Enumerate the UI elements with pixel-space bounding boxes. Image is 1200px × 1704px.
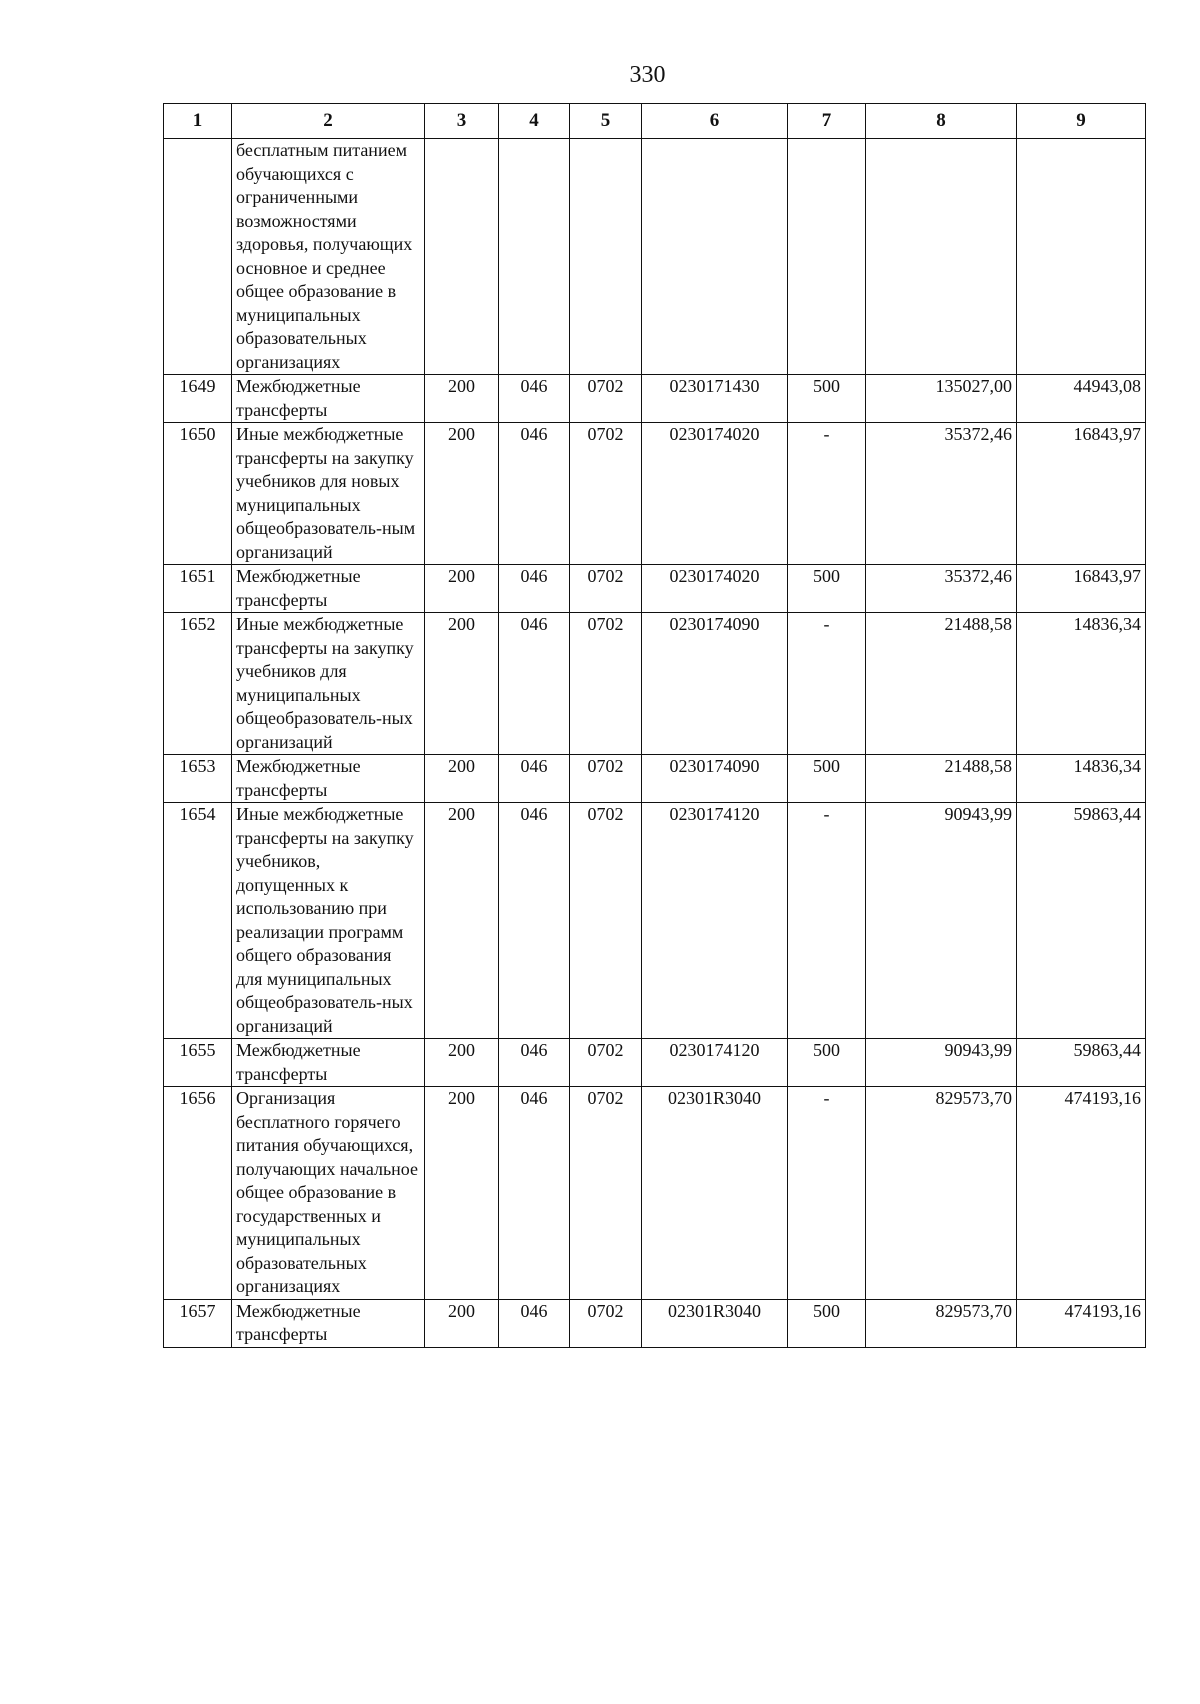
cell-col9: 14836,34 [1017, 613, 1146, 755]
cell-col7: 500 [788, 1039, 866, 1087]
cell-col5: 0702 [570, 803, 642, 1039]
cell-col6: 0230174090 [642, 755, 788, 803]
cell-col6: 0230174090 [642, 613, 788, 755]
cell-col7: - [788, 1087, 866, 1300]
cell-col7: - [788, 803, 866, 1039]
cell-col4: 046 [499, 1299, 570, 1347]
cell-col9: 44943,08 [1017, 375, 1146, 423]
cell-col4 [499, 139, 570, 375]
row-description: Иные межбюджетные трансферты на закупку учебников, допущенных к использованию при реализации программ общего образования для муниципальных общеобразователь-ных организаций [232, 803, 425, 1039]
cell-col5: 0702 [570, 423, 642, 565]
cell-col5: 0702 [570, 613, 642, 755]
cell-col7 [788, 139, 866, 375]
table-row [164, 565, 1146, 613]
cell-col7: 500 [788, 375, 866, 423]
cell-col3: 200 [425, 755, 499, 803]
cell-col3: 200 [425, 613, 499, 755]
cell-col8: 35372,46 [866, 423, 1017, 565]
cell-col8: 21488,58 [866, 613, 1017, 755]
cell-col8 [866, 139, 1017, 375]
table-row [164, 1039, 1146, 1087]
cell-col9: 14836,34 [1017, 755, 1146, 803]
cell-col3 [425, 139, 499, 375]
cell-col9: 59863,44 [1017, 803, 1146, 1039]
row-description: Межбюджетные трансферты [232, 1299, 425, 1347]
budget-table [163, 103, 1146, 1348]
cell-col3: 200 [425, 1299, 499, 1347]
cell-col8: 135027,00 [866, 375, 1017, 423]
cell-col8: 829573,70 [866, 1087, 1017, 1300]
cell-col3: 200 [425, 1087, 499, 1300]
cell-col7: 500 [788, 755, 866, 803]
table-row [164, 755, 1146, 803]
cell-col4: 046 [499, 1087, 570, 1300]
cell-col4: 046 [499, 375, 570, 423]
cell-col7: 500 [788, 565, 866, 613]
cell-col3: 200 [425, 565, 499, 613]
row-description: Межбюджетные трансферты [232, 565, 425, 613]
row-description: Межбюджетные трансферты [232, 755, 425, 803]
row-number: 1651 [164, 565, 232, 613]
cell-col7: - [788, 613, 866, 755]
column-header: 8 [866, 104, 1017, 139]
cell-col6 [642, 139, 788, 375]
cell-col4: 046 [499, 423, 570, 565]
column-header: 2 [232, 104, 425, 139]
cell-col3: 200 [425, 375, 499, 423]
cell-col4: 046 [499, 613, 570, 755]
cell-col5 [570, 139, 642, 375]
column-header: 9 [1017, 104, 1146, 139]
cell-col3: 200 [425, 1039, 499, 1087]
row-number: 1653 [164, 755, 232, 803]
cell-col8: 35372,46 [866, 565, 1017, 613]
cell-col5: 0702 [570, 1299, 642, 1347]
cell-col4: 046 [499, 803, 570, 1039]
table-row [164, 375, 1146, 423]
column-header: 6 [642, 104, 788, 139]
cell-col5: 0702 [570, 1087, 642, 1300]
row-number: 1650 [164, 423, 232, 565]
cell-col5: 0702 [570, 1039, 642, 1087]
cell-col9: 474193,16 [1017, 1087, 1146, 1300]
cell-col5: 0702 [570, 375, 642, 423]
row-description: Межбюджетные трансферты [232, 375, 425, 423]
column-header: 7 [788, 104, 866, 139]
page-number: 330 [629, 62, 666, 88]
row-description: бесплатным питанием обучающихся с ограниченными возможностями здоровья, получающих основное и среднее общее образование в муниципальных образовательных организациях [232, 139, 425, 375]
table-row [164, 803, 1146, 1039]
cell-col6: 0230174120 [642, 1039, 788, 1087]
row-description: Межбюджетные трансферты [232, 1039, 425, 1087]
row-number: 1656 [164, 1087, 232, 1300]
cell-col8: 90943,99 [866, 1039, 1017, 1087]
table-row [164, 1299, 1146, 1347]
cell-col8: 829573,70 [866, 1299, 1017, 1347]
cell-col6: 0230174020 [642, 565, 788, 613]
cell-col7: 500 [788, 1299, 866, 1347]
cell-col5: 0702 [570, 755, 642, 803]
cell-col5: 0702 [570, 565, 642, 613]
column-header: 1 [164, 104, 232, 139]
cell-col9: 16843,97 [1017, 423, 1146, 565]
cell-col8: 90943,99 [866, 803, 1017, 1039]
row-number [164, 139, 232, 375]
row-description: Иные межбюджетные трансферты на закупку учебников для новых муниципальных общеобразователь-ным организаций [232, 423, 425, 565]
row-description: Организация бесплатного горячего питания обучающихся, получающих начальное общее образование в государственных и муниципальных образовательных организациях [232, 1087, 425, 1300]
cell-col7: - [788, 423, 866, 565]
cell-col6: 0230174120 [642, 803, 788, 1039]
column-header: 4 [499, 104, 570, 139]
table-header-row [164, 104, 1146, 139]
table-row [164, 1087, 1146, 1300]
cell-col3: 200 [425, 803, 499, 1039]
cell-col6: 0230174020 [642, 423, 788, 565]
column-header: 3 [425, 104, 499, 139]
cell-col9: 474193,16 [1017, 1299, 1146, 1347]
row-number: 1655 [164, 1039, 232, 1087]
column-header: 5 [570, 104, 642, 139]
cell-col6: 02301R3040 [642, 1087, 788, 1300]
cell-col6: 02301R3040 [642, 1299, 788, 1347]
cell-col8: 21488,58 [866, 755, 1017, 803]
cell-col4: 046 [499, 755, 570, 803]
cell-col3: 200 [425, 423, 499, 565]
cell-col9: 16843,97 [1017, 565, 1146, 613]
row-number: 1649 [164, 375, 232, 423]
table-row [164, 139, 1146, 375]
cell-col6: 0230171430 [642, 375, 788, 423]
cell-col9: 59863,44 [1017, 1039, 1146, 1087]
cell-col4: 046 [499, 565, 570, 613]
row-number: 1654 [164, 803, 232, 1039]
cell-col4: 046 [499, 1039, 570, 1087]
row-number: 1652 [164, 613, 232, 755]
row-number: 1657 [164, 1299, 232, 1347]
row-description: Иные межбюджетные трансферты на закупку учебников для муниципальных общеобразователь-ных организаций [232, 613, 425, 755]
cell-col9 [1017, 139, 1146, 375]
table-row [164, 423, 1146, 565]
table-row [164, 613, 1146, 755]
